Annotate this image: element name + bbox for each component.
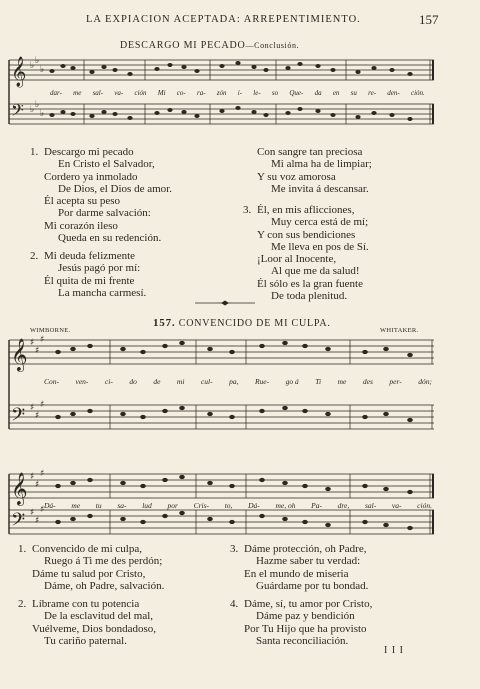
section1-title-main: DESCARGO MI PECADO <box>120 40 246 51</box>
hymn-title: CONVENCIDO DE MI CULPA. <box>178 318 331 329</box>
lyric-syllable: dar- <box>50 89 62 97</box>
svg-text:♯: ♯ <box>30 508 35 518</box>
svg-text:♯: ♯ <box>30 403 35 413</box>
lyric-syllable: Que- <box>289 89 304 97</box>
lyric-syllable: Dá- <box>44 501 56 510</box>
section2-lyrics-1 <box>44 377 432 386</box>
lyric-syllable: do <box>129 377 137 386</box>
section1-subtitle: —Conclusión. <box>245 41 300 50</box>
stanza-line: Cordero ya inmolado <box>44 170 138 183</box>
stanza-line: Él sólo es la gran fuente <box>257 277 363 290</box>
stanza-line: Santa reconciliación. <box>256 634 349 647</box>
stanza-line: Y con sus bendiciones <box>257 228 356 241</box>
composer-name: WHITAKER. <box>380 327 419 334</box>
hymn157-stanza-2 <box>18 598 156 647</box>
stanza-line: Queda en su redención. <box>58 232 162 245</box>
stanza-line: Vuélveme, Dios bondadoso, <box>32 622 156 635</box>
lyric-syllable: lud <box>142 501 152 510</box>
svg-text:♯: ♯ <box>40 400 45 410</box>
stanza-line: Muy cerca está de mí; <box>271 216 369 229</box>
lyric-syllable: sal- <box>364 501 377 510</box>
lyric-syllable: den- <box>387 89 400 97</box>
stanza-line: La mancha carmesí. <box>58 286 147 299</box>
stanza-number: 2. <box>30 250 39 262</box>
stanza-line: En el mundo de miseria <box>244 567 349 580</box>
stanza-line: De Dios, el Dios de amor. <box>58 182 172 195</box>
svg-text:♯: ♯ <box>40 469 45 479</box>
svg-text:𝄢: 𝄢 <box>11 510 26 535</box>
lyric-syllable: me, oh <box>275 501 296 510</box>
lyric-syllable: sal- <box>92 89 104 97</box>
stanza-number: 4. <box>230 598 239 610</box>
stanza-line: Él quita de mi frente <box>44 274 135 287</box>
stanza-line: ¡Loor al Inocente, <box>257 253 337 266</box>
lyric-syllable: i- <box>237 89 243 97</box>
stanza-line: Me lleva en pos de Sí. <box>271 240 369 253</box>
lyric-syllable: tu <box>95 501 102 510</box>
lyric-syllable: va- <box>114 89 124 97</box>
lyric-syllable: su <box>350 89 357 97</box>
lyric-syllable: de <box>153 377 161 386</box>
lyric-syllable: to, <box>224 501 233 510</box>
lyric-syllable: cul- <box>200 377 213 386</box>
stanza-number: 1. <box>30 146 39 158</box>
section2-lyrics-2 <box>44 501 432 510</box>
lyric-syllable: va- <box>391 501 402 510</box>
stanza-line: Ruego á Ti me des perdón; <box>44 555 163 568</box>
lyric-syllable: ción. <box>410 89 425 97</box>
page-number: 157 <box>419 12 439 27</box>
lyric-syllable: ven- <box>75 377 89 386</box>
stanza-line: Convencido de mi culpa, <box>32 543 142 555</box>
lyric-syllable: me <box>71 501 81 510</box>
stanza-line: Líbrame con tu potencia <box>32 598 140 610</box>
stanza-line: Él acepta su peso <box>44 195 121 208</box>
lyric-syllable: Pa- <box>311 501 322 510</box>
stanza-line: Descargo mi pecado <box>44 146 134 158</box>
stanza-number: 1. <box>18 543 27 555</box>
lyric-syllable: Ti <box>315 377 322 386</box>
lyric-syllable: ci- <box>104 377 113 386</box>
stanza-line: Al que me da salud! <box>271 265 360 278</box>
stanza-line: Mi corazón ileso <box>44 219 118 232</box>
hymn157-stanza-1 <box>18 543 164 592</box>
svg-text:♭: ♭ <box>30 105 35 115</box>
stanza-line: Hazme saber tu verdad: <box>256 555 361 568</box>
tune-name: WIMBORNE. <box>30 327 71 334</box>
stanza-line: Dáme paz y bendición <box>256 610 355 623</box>
svg-text:♭: ♭ <box>30 61 35 71</box>
lyric-syllable: per- <box>389 377 402 386</box>
lyric-syllable: dón; <box>418 377 432 386</box>
lyric-syllable: co- <box>176 89 186 97</box>
lyric-syllable: me <box>73 89 82 97</box>
svg-text:♭: ♭ <box>35 100 40 110</box>
lyric-syllable: dre, <box>337 501 350 510</box>
svg-text:♯: ♯ <box>40 505 45 515</box>
stanza-number: 3. <box>230 543 239 555</box>
stanza-line: Jesús pagó por mí: <box>58 262 141 275</box>
stanza-line: Tu cariño paternal. <box>44 634 127 647</box>
svg-text:♭: ♭ <box>40 65 45 75</box>
stanza-line: Él, en mis aflicciones, <box>257 204 355 216</box>
svg-text:𝄞: 𝄞 <box>11 338 28 371</box>
svg-text:♯: ♯ <box>35 346 40 356</box>
lyric-syllable: mi <box>176 377 185 386</box>
stanza-line: Mi alma ha de limpiar; <box>271 158 372 171</box>
svg-text:♯: ♯ <box>35 516 40 526</box>
lyric-syllable: ra- <box>196 89 206 97</box>
stanza-line: Mi deuda felizmente <box>44 250 136 262</box>
lyric-syllable: Cris- <box>193 501 209 510</box>
svg-text:♯: ♯ <box>30 472 35 482</box>
lyric-syllable: pa, <box>229 377 239 386</box>
lyric-syllable: Dá- <box>248 501 260 510</box>
lyric-syllable: Con- <box>44 377 59 386</box>
stanza-line: Y su voz amorosa <box>257 170 336 183</box>
stanza-line: Por darme salvación: <box>58 207 151 220</box>
lyric-syllable: por <box>167 501 178 510</box>
lyric-syllable: da <box>314 89 322 97</box>
stanza-number: 3. <box>243 204 252 216</box>
lyric-syllable: so <box>271 89 279 97</box>
svg-text:𝄢: 𝄢 <box>11 405 26 430</box>
stanza-line: Con sangre tan preciosa <box>257 146 363 158</box>
running-head-title: LA EXPIACION ACEPTADA: ARREPENTIMIENTO. <box>86 14 361 25</box>
stanza-line: Por Tu Hijo que ha provisto <box>244 622 367 635</box>
svg-text:𝄞: 𝄞 <box>11 472 28 505</box>
svg-text:𝄞: 𝄞 <box>11 57 27 87</box>
stanza-number: 2. <box>18 598 27 610</box>
stanza-line: Dáme, oh Padre, salvación. <box>44 579 165 592</box>
lyric-syllable: le- <box>253 89 261 97</box>
stanza-line: De toda plenitud. <box>271 290 348 303</box>
stanza-line: Me invita á descansar. <box>271 182 369 195</box>
lyric-syllable: sa- <box>117 501 127 510</box>
svg-text:𝄢: 𝄢 <box>11 100 24 124</box>
svg-text:♭: ♭ <box>40 109 45 119</box>
hymn157-stanza-3 <box>230 543 368 592</box>
lyric-syllable: ción. <box>417 501 432 510</box>
signature-mark: I I I <box>384 645 404 656</box>
lyric-syllable: me <box>337 377 347 386</box>
hymn157-stanza-4 <box>230 598 372 647</box>
lyric-syllable: en <box>332 89 340 97</box>
stanza-line: En Cristo el Salvador, <box>58 158 155 171</box>
lyric-syllable: Rue- <box>254 377 270 386</box>
stanza-line: Dáme protección, oh Padre, <box>244 543 367 555</box>
stanza-line: Dáme tu salud por Cristo, <box>32 567 146 580</box>
svg-text:♯: ♯ <box>40 335 45 345</box>
lyric-syllable: zón <box>216 89 227 97</box>
svg-text:♭: ♭ <box>35 56 40 66</box>
stanza-line: De la esclavitud del mal, <box>44 610 154 623</box>
lyric-syllable: Mi <box>157 89 166 97</box>
svg-text:♯: ♯ <box>30 338 35 348</box>
lyric-syllable: go á <box>285 377 299 386</box>
svg-text:♯: ♯ <box>35 411 40 421</box>
stanza-line: Dáme, sí, tu amor por Cristo, <box>244 598 373 610</box>
lyric-syllable: des <box>362 377 373 386</box>
lyric-syllable: ción <box>134 89 147 97</box>
stanza-line: Guárdame por tu bondad. <box>256 579 369 592</box>
hymn-number: 157. <box>153 317 176 329</box>
svg-text:♯: ♯ <box>35 480 40 490</box>
lyric-syllable: re- <box>368 89 377 97</box>
